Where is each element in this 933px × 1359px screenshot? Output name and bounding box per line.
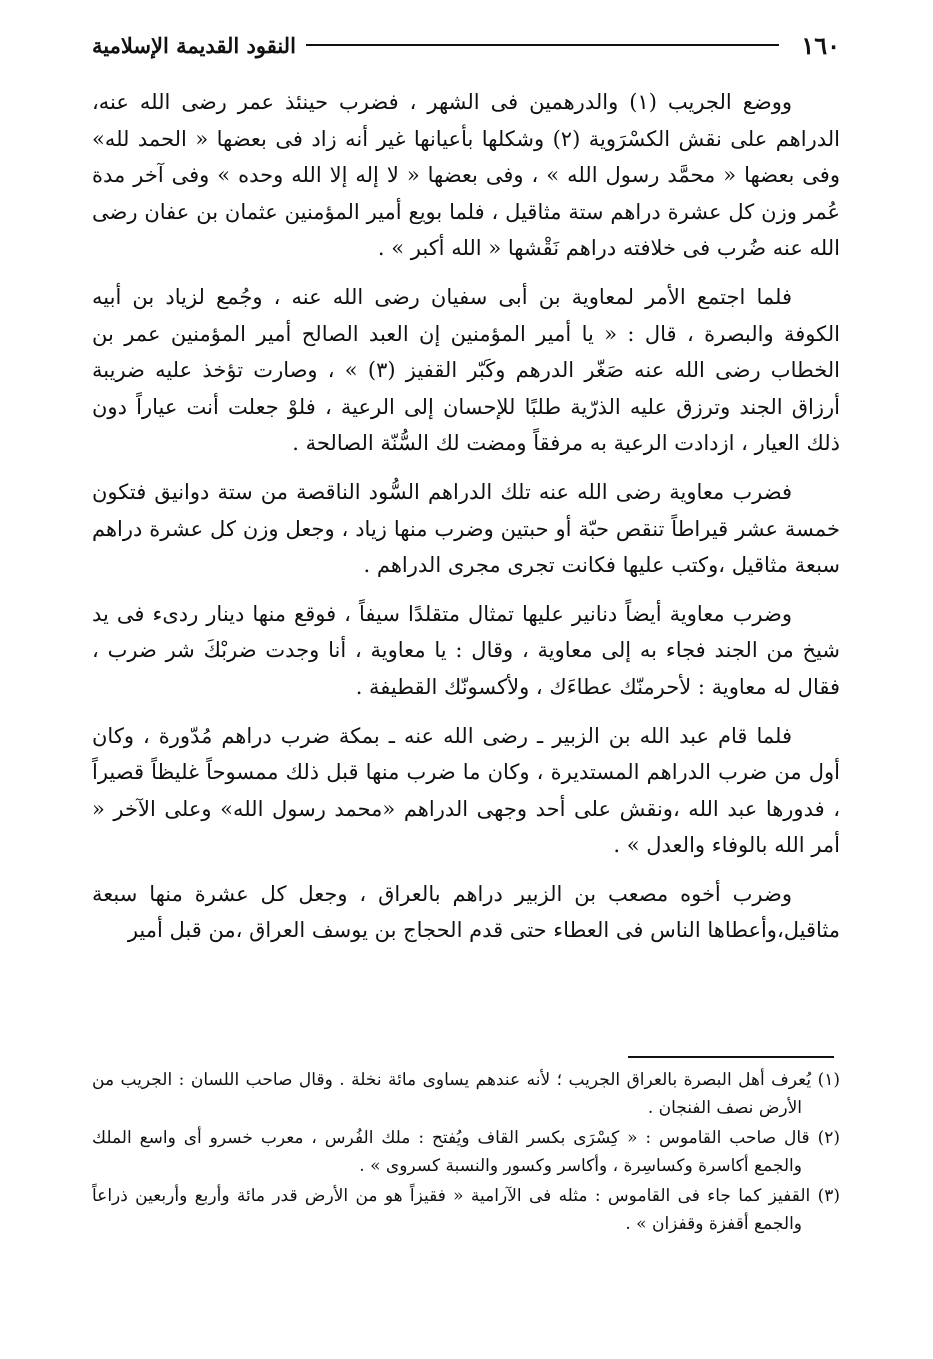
footnote: (١) يُعرف أهل البصرة بالعراق الجريب ؛ لأنه عندهم يساوى مائة نخلة . وقال صاحب اللسان : الجريب من الأرض نصف الفنجان .: [92, 1070, 840, 1118]
footnote: (٣) القفيز كما جاء فى القاموس : مثله فى الآرامية « فقيزاً هو من الأرض قدر مائة وأربع وأربعين ذراعاً والجمع أقفزة وقفزان » .: [92, 1186, 840, 1234]
main-text: [92, 84, 840, 961]
running-title: النقود القديمة الإسلامية: [92, 32, 296, 58]
footnote-separator: [628, 1056, 834, 1058]
footnote: (٢) قال صاحب القاموس : « كِسْرَى بكسر القاف ويُفتح : ملك الفُرس ، معرب خسرو أى واسع الملك والجمع أكاسرة وكساسِرة ، وأكاسر وكسور والنسبة كسروى » .: [92, 1128, 840, 1176]
paragraph: وضرب معاوية أيضاً دنانير عليها تمثال متقلدًا سيفاً ، فوقع منها دينار ردىء فى يد شيخ من الجند فجاء به إلى معاوية ، وقال : يا معاوية ، أنا وجدت ضربْكَ شر ضرب ، فقال له معاوية : لأحرمنّك عطاءَك ، ولأكسونّك القطيفة .: [92, 601, 840, 699]
header-rule: [306, 44, 779, 46]
footnotes: [92, 1066, 840, 1240]
paragraph: فلما اجتمع الأمر لمعاوية بن أبى سفيان رضى الله عنه ، وجُمع لزياد بن أبيه الكوفة والبصرة ، قال : « يا أمير المؤمنين إن العبد الصالح أمير المؤمنين عمر بن الخطاب رضى الله عنه صَغّر الدرهم وكَبّر القفيز (٣) » ، وصارت تؤخذ عليه ضريبة أرزاق الجند وترزق عليه الذرّية طلبًا للإحسان إلى الرعية ، فلوْ جعلت أنت عياراً دون ذلك العيار ، ازدادت الرعية به مرفقاً ومضت لك السُّنّة الصالحة .: [92, 284, 840, 456]
paragraph: وضرب أخوه مصعب بن الزبير دراهم بالعراق ، وجعل كل عشرة منها سبعة مثاقيل،وأعطاها الناس فى العطاء حتى قدم الحجاج بن يوسف العراق ،من قبل أمير: [92, 881, 840, 943]
paragraph: ووضع الجريب (١) والدرهمين فى الشهر ، فضرب حينئذ عمر رضى الله عنه، الدراهم على نقش الكسْرَوية (٢) وشكلها بأعيانها غير أنه زاد فى بعضها « الحمد لله» وفى بعضها « محمَّد رسول الله » ، وفى بعضها « لا إله إلا الله وحده » وفى آخر مدة عُمر وزن كل عشرة دراهم ستة مثاقيل ، فلما بويع أمير المؤمنين عثمان بن عفان رضى الله عنه ضُرب فى خلافته دراهم نَقْشها « الله أكبر » .: [92, 90, 840, 261]
page-header: [92, 28, 840, 62]
page-number: ١٦٠: [801, 30, 840, 60]
paragraph: فضرب معاوية رضى الله عنه تلك الدراهم السُّود الناقصة من ستة دوانيق فتكون خمسة عشر قيراطاً تنقص حبّة أو حبتين وضرب منها زياد ، وجعل وزن كل عشرة دراهم سبعة مثاقيل ،وكتب عليها فكانت تجرى مجرى الدراهم .: [92, 479, 840, 578]
paragraph: فلما قام عبد الله بن الزبير ـ رضى الله عنه ـ بمكة ضرب دراهم مُدّورة ، وكان أول من ضرب الدراهم المستديرة ، وكان ما ضرب منها قبل ذلك ممسوحاً غليظاً قصيراً ، فدورها عبد الله ،ونقش على أحد وجهى الدراهم «محمد رسول الله» وعلى الآخر « أمر الله بالوفاء والعدل » .: [92, 723, 840, 858]
